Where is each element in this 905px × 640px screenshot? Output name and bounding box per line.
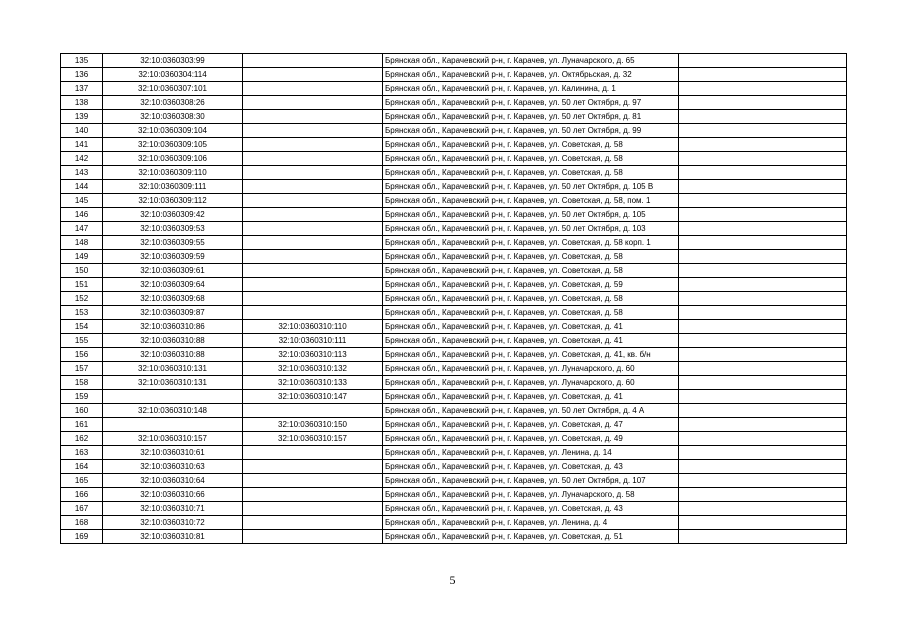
table-row: [61, 96, 847, 110]
cadastral-number-cell: 32:10:0360309:105: [103, 138, 243, 152]
empty-cell: [679, 292, 847, 306]
cadastral-number-cell: 32:10:0360310:131: [103, 362, 243, 376]
address-cell: Брянская обл., Карачевский р-н, г. Карачев, ул. 50 лет Октября, д. 105: [383, 208, 679, 222]
table-row: [61, 138, 847, 152]
address-cell: Брянская обл., Карачевский р-н, г. Карачев, ул. 50 лет Октября, д. 4 А: [383, 404, 679, 418]
cadastral-number-cell: 32:10:0360310:64: [103, 474, 243, 488]
cadastral-number-cell: 32:10:0360310:72: [103, 516, 243, 530]
row-number-cell: 151: [61, 278, 103, 292]
address-cell: Брянская обл., Карачевский р-н, г. Карачев, ул. Ленина, д. 4: [383, 516, 679, 530]
address-cell: Брянская обл., Карачевский р-н, г. Карачев, ул. Советская, д. 58: [383, 264, 679, 278]
row-number-cell: 164: [61, 460, 103, 474]
row-number-cell: 136: [61, 68, 103, 82]
address-cell: Брянская обл., Карачевский р-н, г. Карачев, ул. Октябрьская, д. 32: [383, 68, 679, 82]
empty-cell: [679, 194, 847, 208]
related-cadastral-number-cell: [243, 68, 383, 82]
empty-cell: [679, 404, 847, 418]
cadastral-number-cell: 32:10:0360308:30: [103, 110, 243, 124]
address-cell: Брянская обл., Карачевский р-н, г. Карачев, ул. Советская, д. 51: [383, 530, 679, 544]
related-cadastral-number-cell: 32:10:0360310:111: [243, 334, 383, 348]
table-row: [61, 390, 847, 404]
empty-cell: [679, 96, 847, 110]
row-number-cell: 167: [61, 502, 103, 516]
related-cadastral-number-cell: 32:10:0360310:133: [243, 376, 383, 390]
cadastral-number-cell: 32:10:0360309:106: [103, 152, 243, 166]
row-number-cell: 166: [61, 488, 103, 502]
empty-cell: [679, 390, 847, 404]
row-number-cell: 152: [61, 292, 103, 306]
empty-cell: [679, 460, 847, 474]
table-row: [61, 250, 847, 264]
cadastral-number-cell: 32:10:0360309:112: [103, 194, 243, 208]
empty-cell: [679, 166, 847, 180]
cadastral-number-cell: 32:10:0360308:26: [103, 96, 243, 110]
row-number-cell: 144: [61, 180, 103, 194]
table-row: [61, 474, 847, 488]
address-cell: Брянская обл., Карачевский р-н, г. Карачев, ул. Советская, д. 58: [383, 306, 679, 320]
row-number-cell: 157: [61, 362, 103, 376]
empty-cell: [679, 222, 847, 236]
table-row: [61, 376, 847, 390]
row-number-cell: 162: [61, 432, 103, 446]
table-row: [61, 180, 847, 194]
cadastral-number-cell: 32:10:0360309:59: [103, 250, 243, 264]
address-cell: Брянская обл., Карачевский р-н, г. Карачев, ул. Советская, д. 41: [383, 334, 679, 348]
empty-cell: [679, 124, 847, 138]
address-cell: Брянская обл., Карачевский р-н, г. Карачев, ул. Луначарского, д. 60: [383, 362, 679, 376]
empty-cell: [679, 278, 847, 292]
related-cadastral-number-cell: [243, 194, 383, 208]
document-page: [60, 53, 846, 544]
row-number-cell: 149: [61, 250, 103, 264]
cadastral-number-cell: [103, 418, 243, 432]
related-cadastral-number-cell: [243, 138, 383, 152]
related-cadastral-number-cell: [243, 502, 383, 516]
empty-cell: [679, 502, 847, 516]
table-row: [61, 208, 847, 222]
address-cell: Брянская обл., Карачевский р-н, г. Карачев, ул. Советская, д. 43: [383, 502, 679, 516]
address-cell: Брянская обл., Карачевский р-н, г. Карачев, ул. Советская, д. 58: [383, 152, 679, 166]
cadastral-number-cell: 32:10:0360303:99: [103, 54, 243, 68]
cadastral-number-cell: 32:10:0360310:63: [103, 460, 243, 474]
table-row: [61, 110, 847, 124]
cadastral-number-cell: 32:10:0360309:42: [103, 208, 243, 222]
table-row: [61, 488, 847, 502]
table-row: [61, 194, 847, 208]
empty-cell: [679, 236, 847, 250]
cadastral-number-cell: 32:10:0360309:111: [103, 180, 243, 194]
row-number-cell: 155: [61, 334, 103, 348]
empty-cell: [679, 320, 847, 334]
row-number-cell: 156: [61, 348, 103, 362]
related-cadastral-number-cell: [243, 306, 383, 320]
table-row: [61, 292, 847, 306]
table-row: [61, 418, 847, 432]
empty-cell: [679, 208, 847, 222]
empty-cell: [679, 432, 847, 446]
row-number-cell: 139: [61, 110, 103, 124]
empty-cell: [679, 306, 847, 320]
related-cadastral-number-cell: [243, 488, 383, 502]
cadastral-number-cell: 32:10:0360309:104: [103, 124, 243, 138]
row-number-cell: 137: [61, 82, 103, 96]
related-cadastral-number-cell: [243, 236, 383, 250]
table-row: [61, 236, 847, 250]
cadastral-number-cell: 32:10:0360310:66: [103, 488, 243, 502]
related-cadastral-number-cell: [243, 222, 383, 236]
cadastral-number-cell: 32:10:0360309:110: [103, 166, 243, 180]
address-cell: Брянская обл., Карачевский р-н, г. Карачев, ул. Советская, д. 58, пом. 1: [383, 194, 679, 208]
row-number-cell: 161: [61, 418, 103, 432]
empty-cell: [679, 474, 847, 488]
related-cadastral-number-cell: [243, 110, 383, 124]
empty-cell: [679, 418, 847, 432]
address-cell: Брянская обл., Карачевский р-н, г. Карачев, ул. Советская, д. 47: [383, 418, 679, 432]
address-cell: Брянская обл., Карачевский р-н, г. Карачев, ул. 50 лет Октября, д. 107: [383, 474, 679, 488]
empty-cell: [679, 54, 847, 68]
address-cell: Брянская обл., Карачевский р-н, г. Карачев, ул. 50 лет Октября, д. 97: [383, 96, 679, 110]
related-cadastral-number-cell: 32:10:0360310:110: [243, 320, 383, 334]
table-row: [61, 320, 847, 334]
row-number-cell: 146: [61, 208, 103, 222]
cadastral-number-cell: 32:10:0360310:86: [103, 320, 243, 334]
row-number-cell: 140: [61, 124, 103, 138]
related-cadastral-number-cell: [243, 180, 383, 194]
table-row: [61, 502, 847, 516]
table-row: [61, 334, 847, 348]
address-cell: Брянская обл., Карачевский р-н, г. Карачев, ул. Советская, д. 58 корп. 1: [383, 236, 679, 250]
row-number-cell: 142: [61, 152, 103, 166]
empty-cell: [679, 152, 847, 166]
related-cadastral-number-cell: [243, 530, 383, 544]
row-number-cell: 169: [61, 530, 103, 544]
related-cadastral-number-cell: [243, 54, 383, 68]
row-number-cell: 159: [61, 390, 103, 404]
related-cadastral-number-cell: 32:10:0360310:132: [243, 362, 383, 376]
cadastral-number-cell: 32:10:0360309:87: [103, 306, 243, 320]
table-body: [61, 54, 847, 544]
address-cell: Брянская обл., Карачевский р-н, г. Карачев, ул. Советская, д. 58: [383, 166, 679, 180]
address-cell: Брянская обл., Карачевский р-н, г. Карачев, ул. Советская, д. 58: [383, 250, 679, 264]
table-row: [61, 82, 847, 96]
table-row: [61, 306, 847, 320]
table-row: [61, 152, 847, 166]
related-cadastral-number-cell: [243, 460, 383, 474]
row-number-cell: 160: [61, 404, 103, 418]
table-row: [61, 68, 847, 82]
address-cell: Брянская обл., Карачевский р-н, г. Карачев, ул. Луначарского, д. 58: [383, 488, 679, 502]
empty-cell: [679, 68, 847, 82]
address-cell: Брянская обл., Карачевский р-н, г. Карачев, ул. Луначарского, д. 60: [383, 376, 679, 390]
empty-cell: [679, 334, 847, 348]
empty-cell: [679, 362, 847, 376]
related-cadastral-number-cell: [243, 446, 383, 460]
table-row: [61, 404, 847, 418]
row-number-cell: 168: [61, 516, 103, 530]
empty-cell: [679, 250, 847, 264]
cadastral-number-cell: 32:10:0360307:101: [103, 82, 243, 96]
table-row: [61, 278, 847, 292]
row-number-cell: 148: [61, 236, 103, 250]
cadastral-number-cell: 32:10:0360310:88: [103, 334, 243, 348]
property-registry-table: [60, 53, 847, 544]
address-cell: Брянская обл., Карачевский р-н, г. Карачев, ул. Луначарского, д. 65: [383, 54, 679, 68]
cadastral-number-cell: 32:10:0360304:114: [103, 68, 243, 82]
cadastral-number-cell: 32:10:0360310:157: [103, 432, 243, 446]
related-cadastral-number-cell: [243, 404, 383, 418]
empty-cell: [679, 516, 847, 530]
related-cadastral-number-cell: [243, 278, 383, 292]
address-cell: Брянская обл., Карачевский р-н, г. Карачев, ул. 50 лет Октября, д. 99: [383, 124, 679, 138]
empty-cell: [679, 488, 847, 502]
address-cell: Брянская обл., Карачевский р-н, г. Карачев, ул. Советская, д. 41, кв. б/н: [383, 348, 679, 362]
table-row: [61, 362, 847, 376]
table-row: [61, 54, 847, 68]
row-number-cell: 154: [61, 320, 103, 334]
related-cadastral-number-cell: [243, 96, 383, 110]
table-row: [61, 516, 847, 530]
empty-cell: [679, 180, 847, 194]
row-number-cell: 150: [61, 264, 103, 278]
empty-cell: [679, 110, 847, 124]
row-number-cell: 141: [61, 138, 103, 152]
cadastral-number-cell: 32:10:0360309:61: [103, 264, 243, 278]
row-number-cell: 135: [61, 54, 103, 68]
empty-cell: [679, 530, 847, 544]
table-row: [61, 348, 847, 362]
empty-cell: [679, 138, 847, 152]
row-number-cell: 158: [61, 376, 103, 390]
table-row: [61, 222, 847, 236]
cadastral-number-cell: 32:10:0360310:131: [103, 376, 243, 390]
cadastral-number-cell: 32:10:0360309:53: [103, 222, 243, 236]
table-row: [61, 166, 847, 180]
address-cell: Брянская обл., Карачевский р-н, г. Карачев, ул. 50 лет Октября, д. 81: [383, 110, 679, 124]
address-cell: Брянская обл., Карачевский р-н, г. Карачев, ул. 50 лет Октября, д. 105 В: [383, 180, 679, 194]
row-number-cell: 147: [61, 222, 103, 236]
related-cadastral-number-cell: 32:10:0360310:113: [243, 348, 383, 362]
related-cadastral-number-cell: [243, 82, 383, 96]
row-number-cell: 138: [61, 96, 103, 110]
address-cell: Брянская обл., Карачевский р-н, г. Карачев, ул. Советская, д. 59: [383, 278, 679, 292]
empty-cell: [679, 264, 847, 278]
table-row: [61, 460, 847, 474]
address-cell: Брянская обл., Карачевский р-н, г. Карачев, ул. Советская, д. 58: [383, 292, 679, 306]
row-number-cell: 165: [61, 474, 103, 488]
related-cadastral-number-cell: 32:10:0360310:147: [243, 390, 383, 404]
empty-cell: [679, 348, 847, 362]
empty-cell: [679, 376, 847, 390]
related-cadastral-number-cell: [243, 124, 383, 138]
address-cell: Брянская обл., Карачевский р-н, г. Карачев, ул. Ленина, д. 14: [383, 446, 679, 460]
related-cadastral-number-cell: [243, 166, 383, 180]
related-cadastral-number-cell: [243, 292, 383, 306]
row-number-cell: 163: [61, 446, 103, 460]
row-number-cell: 143: [61, 166, 103, 180]
cadastral-number-cell: 32:10:0360310:61: [103, 446, 243, 460]
related-cadastral-number-cell: [243, 208, 383, 222]
related-cadastral-number-cell: [243, 250, 383, 264]
address-cell: Брянская обл., Карачевский р-н, г. Карачев, ул. Советская, д. 49: [383, 432, 679, 446]
table-row: [61, 530, 847, 544]
table-row: [61, 432, 847, 446]
address-cell: Брянская обл., Карачевский р-н, г. Карачев, ул. Советская, д. 58: [383, 138, 679, 152]
page-number: 5: [449, 573, 456, 587]
related-cadastral-number-cell: 32:10:0360310:150: [243, 418, 383, 432]
address-cell: Брянская обл., Карачевский р-н, г. Карачев, ул. Советская, д. 41: [383, 320, 679, 334]
table-row: [61, 264, 847, 278]
cadastral-number-cell: 32:10:0360309:55: [103, 236, 243, 250]
cadastral-number-cell: [103, 390, 243, 404]
related-cadastral-number-cell: [243, 152, 383, 166]
address-cell: Брянская обл., Карачевский р-н, г. Карачев, ул. Калинина, д. 1: [383, 82, 679, 96]
cadastral-number-cell: 32:10:0360310:71: [103, 502, 243, 516]
table-row: [61, 446, 847, 460]
row-number-cell: 153: [61, 306, 103, 320]
cadastral-number-cell: 32:10:0360309:68: [103, 292, 243, 306]
row-number-cell: 145: [61, 194, 103, 208]
empty-cell: [679, 446, 847, 460]
cadastral-number-cell: 32:10:0360310:81: [103, 530, 243, 544]
cadastral-number-cell: 32:10:0360310:88: [103, 348, 243, 362]
related-cadastral-number-cell: [243, 264, 383, 278]
related-cadastral-number-cell: [243, 516, 383, 530]
related-cadastral-number-cell: 32:10:0360310:157: [243, 432, 383, 446]
related-cadastral-number-cell: [243, 474, 383, 488]
address-cell: Брянская обл., Карачевский р-н, г. Карачев, ул. Советская, д. 43: [383, 460, 679, 474]
cadastral-number-cell: 32:10:0360310:148: [103, 404, 243, 418]
table-row: [61, 124, 847, 138]
address-cell: Брянская обл., Карачевский р-н, г. Карачев, ул. Советская, д. 41: [383, 390, 679, 404]
empty-cell: [679, 82, 847, 96]
address-cell: Брянская обл., Карачевский р-н, г. Карачев, ул. 50 лет Октября, д. 103: [383, 222, 679, 236]
cadastral-number-cell: 32:10:0360309:64: [103, 278, 243, 292]
